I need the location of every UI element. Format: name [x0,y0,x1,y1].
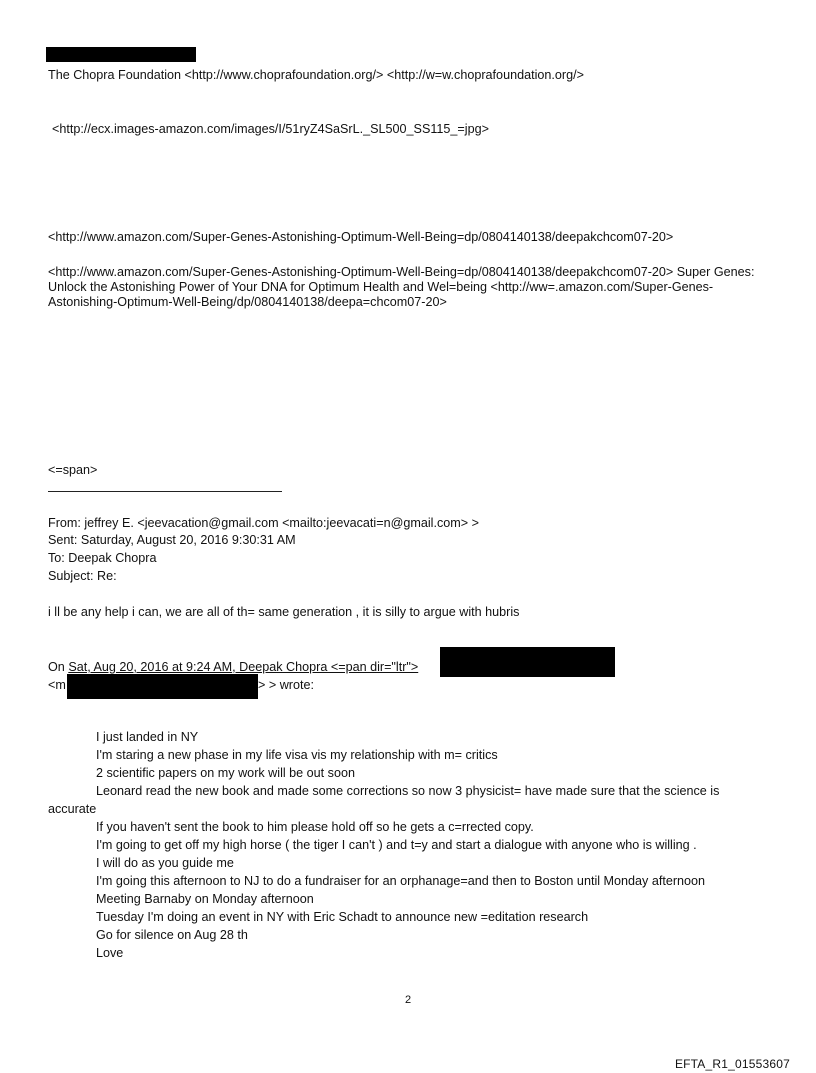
quoted-line: Love [96,946,124,960]
quote-header-line1 [48,660,418,675]
amazon-link[interactable]: <http://www.amazon.com/Super-Genes-Astonishing-Optimum-Well-Being=dp/0804140138/deepakchcom07-20> [48,230,674,244]
quoted-line: I'm going this afternoon to NJ to do a fundraiser for an orphanage=and then to Boston until Monday afternoon [96,874,706,888]
quoted-line: I'm going to get off my high horse ( the tiger I can't ) and t=y and start a dialogue with anyone who is willing . [96,838,697,852]
email-body: i ll be any help i can, we are all of th= same generation , it is silly to argue with hubris [48,605,520,619]
email-to: To: Deepak Chopra [48,551,157,565]
quoted-line: Tuesday I'm doing an event in NY with Eric Schadt to announce new =editation research [96,910,589,924]
quote-header-rest: , Deepak Chopra <=pan dir="ltr"> [232,660,419,674]
quote-date-link[interactable]: Sat, Aug 20, 2016 at 9:24 AM [68,660,233,674]
foundation-line: The Chopra Foundation <http://www.choprafoundation.org/> <http://w=w.choprafoundation.org/> [48,68,584,82]
quoted-line: Leonard read the new book and made some corrections so now 3 physicist= have made sure that the science is [96,784,720,798]
quoted-line: accurate [48,802,97,816]
document-id-footer: EFTA_R1_01553607 [674,1057,790,1071]
redaction-bar-mailto [67,674,258,699]
separator-rule [48,491,282,492]
quote-header-line2-start: <m [48,678,66,692]
quoted-line: 2 scientific papers on my work will be out soon [96,766,355,780]
image-link[interactable]: <http://ecx.images-amazon.com/images/I/51ryZ4SaSrL._SL500_SS115_=jpg> [52,122,489,136]
quoted-line: Go for silence on Aug 28 th [96,928,248,942]
quoted-line: I'm staring a new phase in my life visa vis my relationship with m= critics [96,748,498,762]
quote-prefix: On [48,660,69,674]
redaction-bar-email [440,647,615,677]
redaction-bar-top [46,47,196,62]
quoted-line: I will do as you guide me [96,856,234,870]
amazon-book-link-block[interactable]: <http://www.amazon.com/Super-Genes-Astonishing-Optimum-Well-Being=dp/0804140138/deepakchcom07-20> Super Genes: Unlock the Astonishing Power of Your DNA for Optimum Health and Wel=being <http://ww=.amazon.com/Super-Genes-Astonishing-Optimum-Well-Being/dp/0804140138/deepa=chcom07-20> [48,265,755,309]
quoted-line: I just landed in NY [96,730,199,744]
email-sent: Sent: Saturday, August 20, 2016 9:30:31 AM [48,533,296,547]
email-from: From: jeffrey E. <jeevacation@gmail.com <mailto:jeevacati=n@gmail.com> > [48,516,479,530]
span-tag-text: <=span> [48,463,98,477]
email-subject: Subject: Re: [48,569,117,583]
quoted-line: Meeting Barnaby on Monday afternoon [96,892,314,906]
quoted-line: If you haven't sent the book to him please hold off so he gets a c=rrected copy. [96,820,534,834]
quote-header-line2-end: > > wrote: [258,678,315,692]
page-number: 2 [404,994,412,1006]
